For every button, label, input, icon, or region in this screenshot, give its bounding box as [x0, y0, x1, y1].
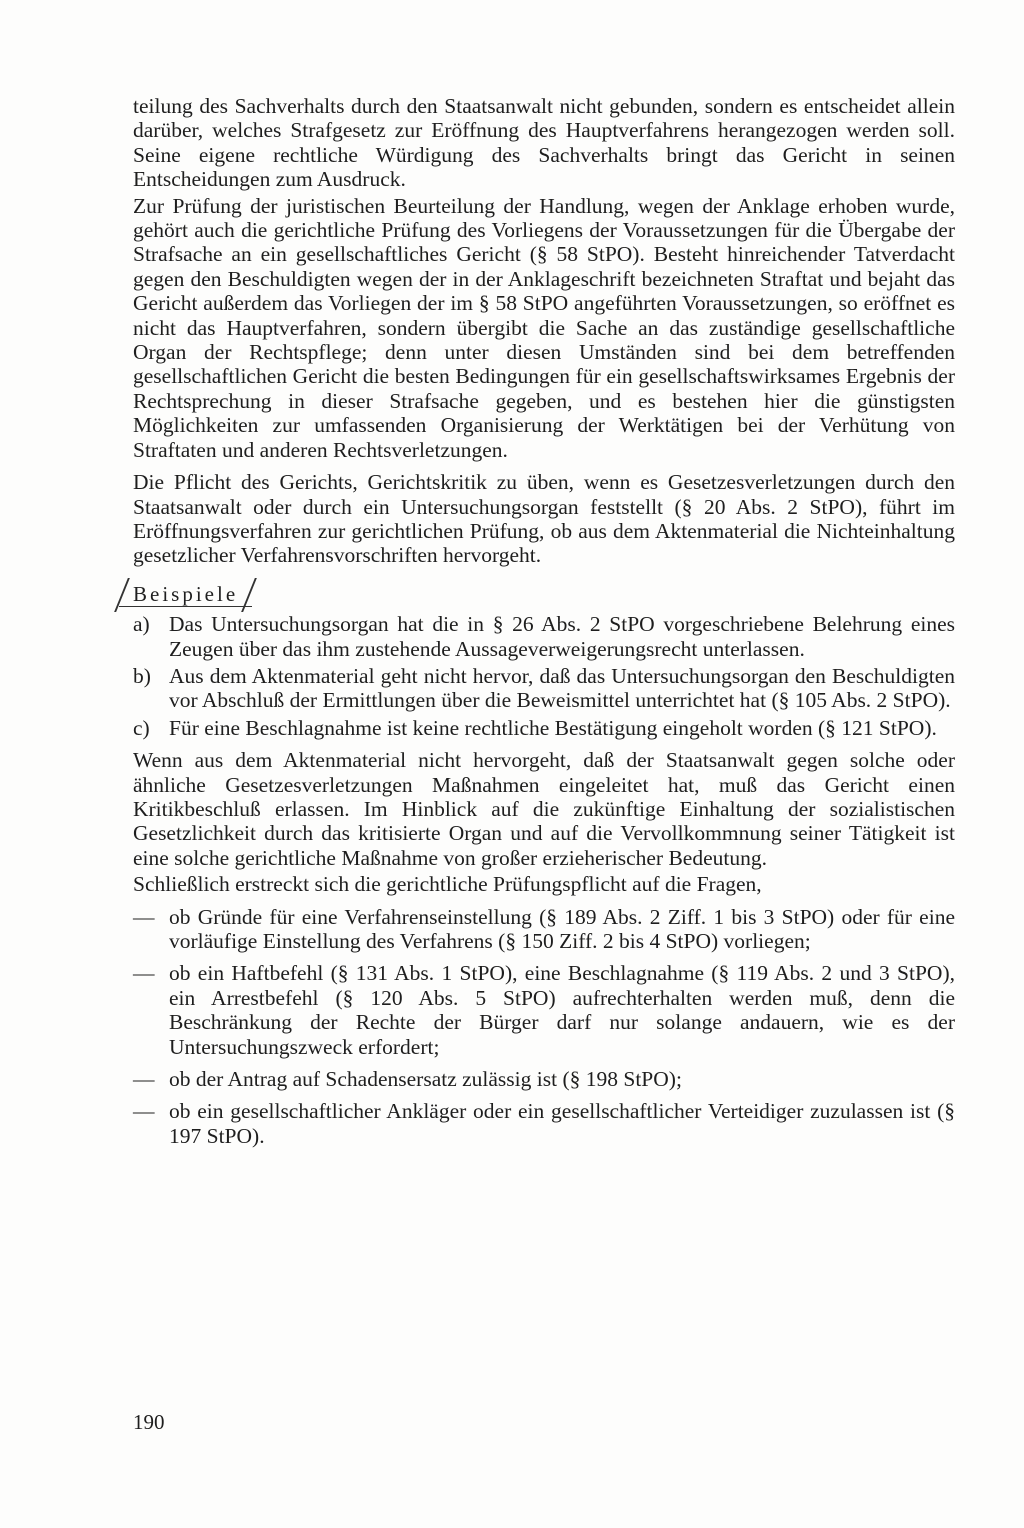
dash-item [133, 1067, 955, 1091]
paragraph-1: teilung des Sachverhalts durch den Staatsanwalt nicht gebunden, sondern es entscheidet allein darüber, welches Strafgesetz zur Eröffnung des Hauptverfahrens herangezogen werden soll. Seine eigene rechtliche Würdigung des Sachverhalts bringt das Gericht in seinen Entscheidungen zum Ausdruck. [133, 94, 955, 192]
dash-marker: — [133, 1099, 155, 1124]
dash-item [133, 905, 955, 954]
examples-heading: Beispiele [119, 582, 252, 607]
example-marker: a) [133, 612, 150, 637]
dash-item [133, 961, 955, 1059]
dash-text: ob ein gesellschaftlicher Ankläger oder ein gesellschaftlicher Verteidiger zuzulassen ist (§ 197 StPO). [169, 1099, 955, 1148]
example-item [133, 664, 955, 713]
paragraph-3: Die Pflicht des Gerichts, Gerichtskritik zu üben, wenn es Gesetzesverletzungen durch den Staatsanwalt oder durch ein Untersuchungsorgan feststellt (§ 20 Abs. 2 StPO), führt im Eröffnungsverfahren zur gerichtlichen Prüfung, ob aus dem Aktenmaterial die Nichteinhaltung gesetzlicher Verfahrensvorschriften hervorgeht. [133, 470, 955, 568]
dash-text: ob der Antrag auf Schadensersatz zulässig ist (§ 198 StPO); [169, 1067, 682, 1092]
example-item [133, 716, 955, 740]
example-text: Für eine Beschlagnahme ist keine rechtliche Bestätigung eingeholt worden (§ 121 StPO). [169, 715, 937, 740]
paragraph-4: Wenn aus dem Aktenmaterial nicht hervorgeht, daß der Staatsanwalt gegen solche oder ähnliche Gesetzesverletzungen Maßnahmen eingeleitet hat, muß das Gericht einen Kritikbeschluß erlassen. Im Hinblick auf die zukünftige Einhaltung der sozialistischen Gesetzlichkeit durch das kritisierte Organ und auf die Vervollkommnung seiner Tätigkeit ist eine solche gerichtliche Maßnahme von großer erzieherischer Bedeutung. [133, 748, 955, 870]
example-item [133, 612, 955, 661]
example-marker: c) [133, 715, 150, 740]
dash-text: ob ein Haftbefehl (§ 131 Abs. 1 StPO), eine Beschlagnahme (§ 119 Abs. 2 und 3 StPO), ein Arrestbefehl (§ 120 Abs. 5 StPO) aufrechterhalten werden muß, denn die Beschränkung der Rechte der Bürger darf nur solange andauern, wie es der Untersuchungszweck erfordert; [169, 961, 955, 1059]
page-body [133, 94, 955, 1148]
examples-heading-wrap [133, 568, 955, 609]
dash-marker: — [133, 1067, 155, 1092]
dash-text: ob Gründe für eine Verfahrenseinstellung (§ 189 Abs. 2 Ziff. 1 bis 3 StPO) oder für eine vorläufige Einstellung des Verfahrens (§ 150 Ziff. 2 bis 4 StPO) vorliegen; [169, 904, 955, 953]
dash-marker: — [133, 961, 155, 986]
example-text: Aus dem Aktenmaterial geht nicht hervor, daß das Untersuchungsorgan den Beschuldigten vor Abschluß der Ermittlungen über die Beweismittel unterrichtet hat (§ 105 Abs. 2 StPO). [169, 663, 955, 713]
example-marker: b) [133, 663, 151, 688]
page-number: 190 [133, 1410, 165, 1434]
example-text: Das Untersuchungsorgan hat die in § 26 Abs. 2 StPO vorgeschriebene Belehrung eines Zeugen über das ihm zustehende Aussageverweigerungsrecht unterlassen. [169, 612, 955, 661]
dash-marker: — [133, 904, 155, 929]
paragraph-2: Zur Prüfung der juristischen Beurteilung der Handlung, wegen der Anklage erhoben wurde, gehört auch die gerichtliche Prüfung des Vorliegens der Voraussetzungen für die Übergabe der Strafsache an ein gesellschaftliches Gericht (§ 58 StPO). Besteht hinreichender Tatverdacht gegen den Beschuldigten wegen der in der Anklageschrift bezeichneten Straftat und bejaht das Gericht außerdem das Vorliegen der im § 58 StPO angeführten Voraussetzungen, so eröffnet es nicht das Hauptverfahren, sondern übergibt die Sache an das zuständige gesellschaftliche Organ der Rechtspflege; denn unter diesen Umständen sind bei dem betreffenden gesellschaftlichen Gericht die besten Bedingungen für ein gesellschaftswirksames Ergebnis der Rechtsprechung in dieser Strafsache gegeben, und es bestehen hier die günstigsten Möglichkeiten zur umfassenden Organisierung der Werktätigen bei der Verhütung von Straftaten und anderen Rechtsverletzungen. [133, 193, 955, 462]
paragraph-5: Schließlich erstreckt sich die gerichtliche Prüfungspflicht auf die Fragen, [133, 872, 762, 897]
dash-item [133, 1099, 955, 1148]
